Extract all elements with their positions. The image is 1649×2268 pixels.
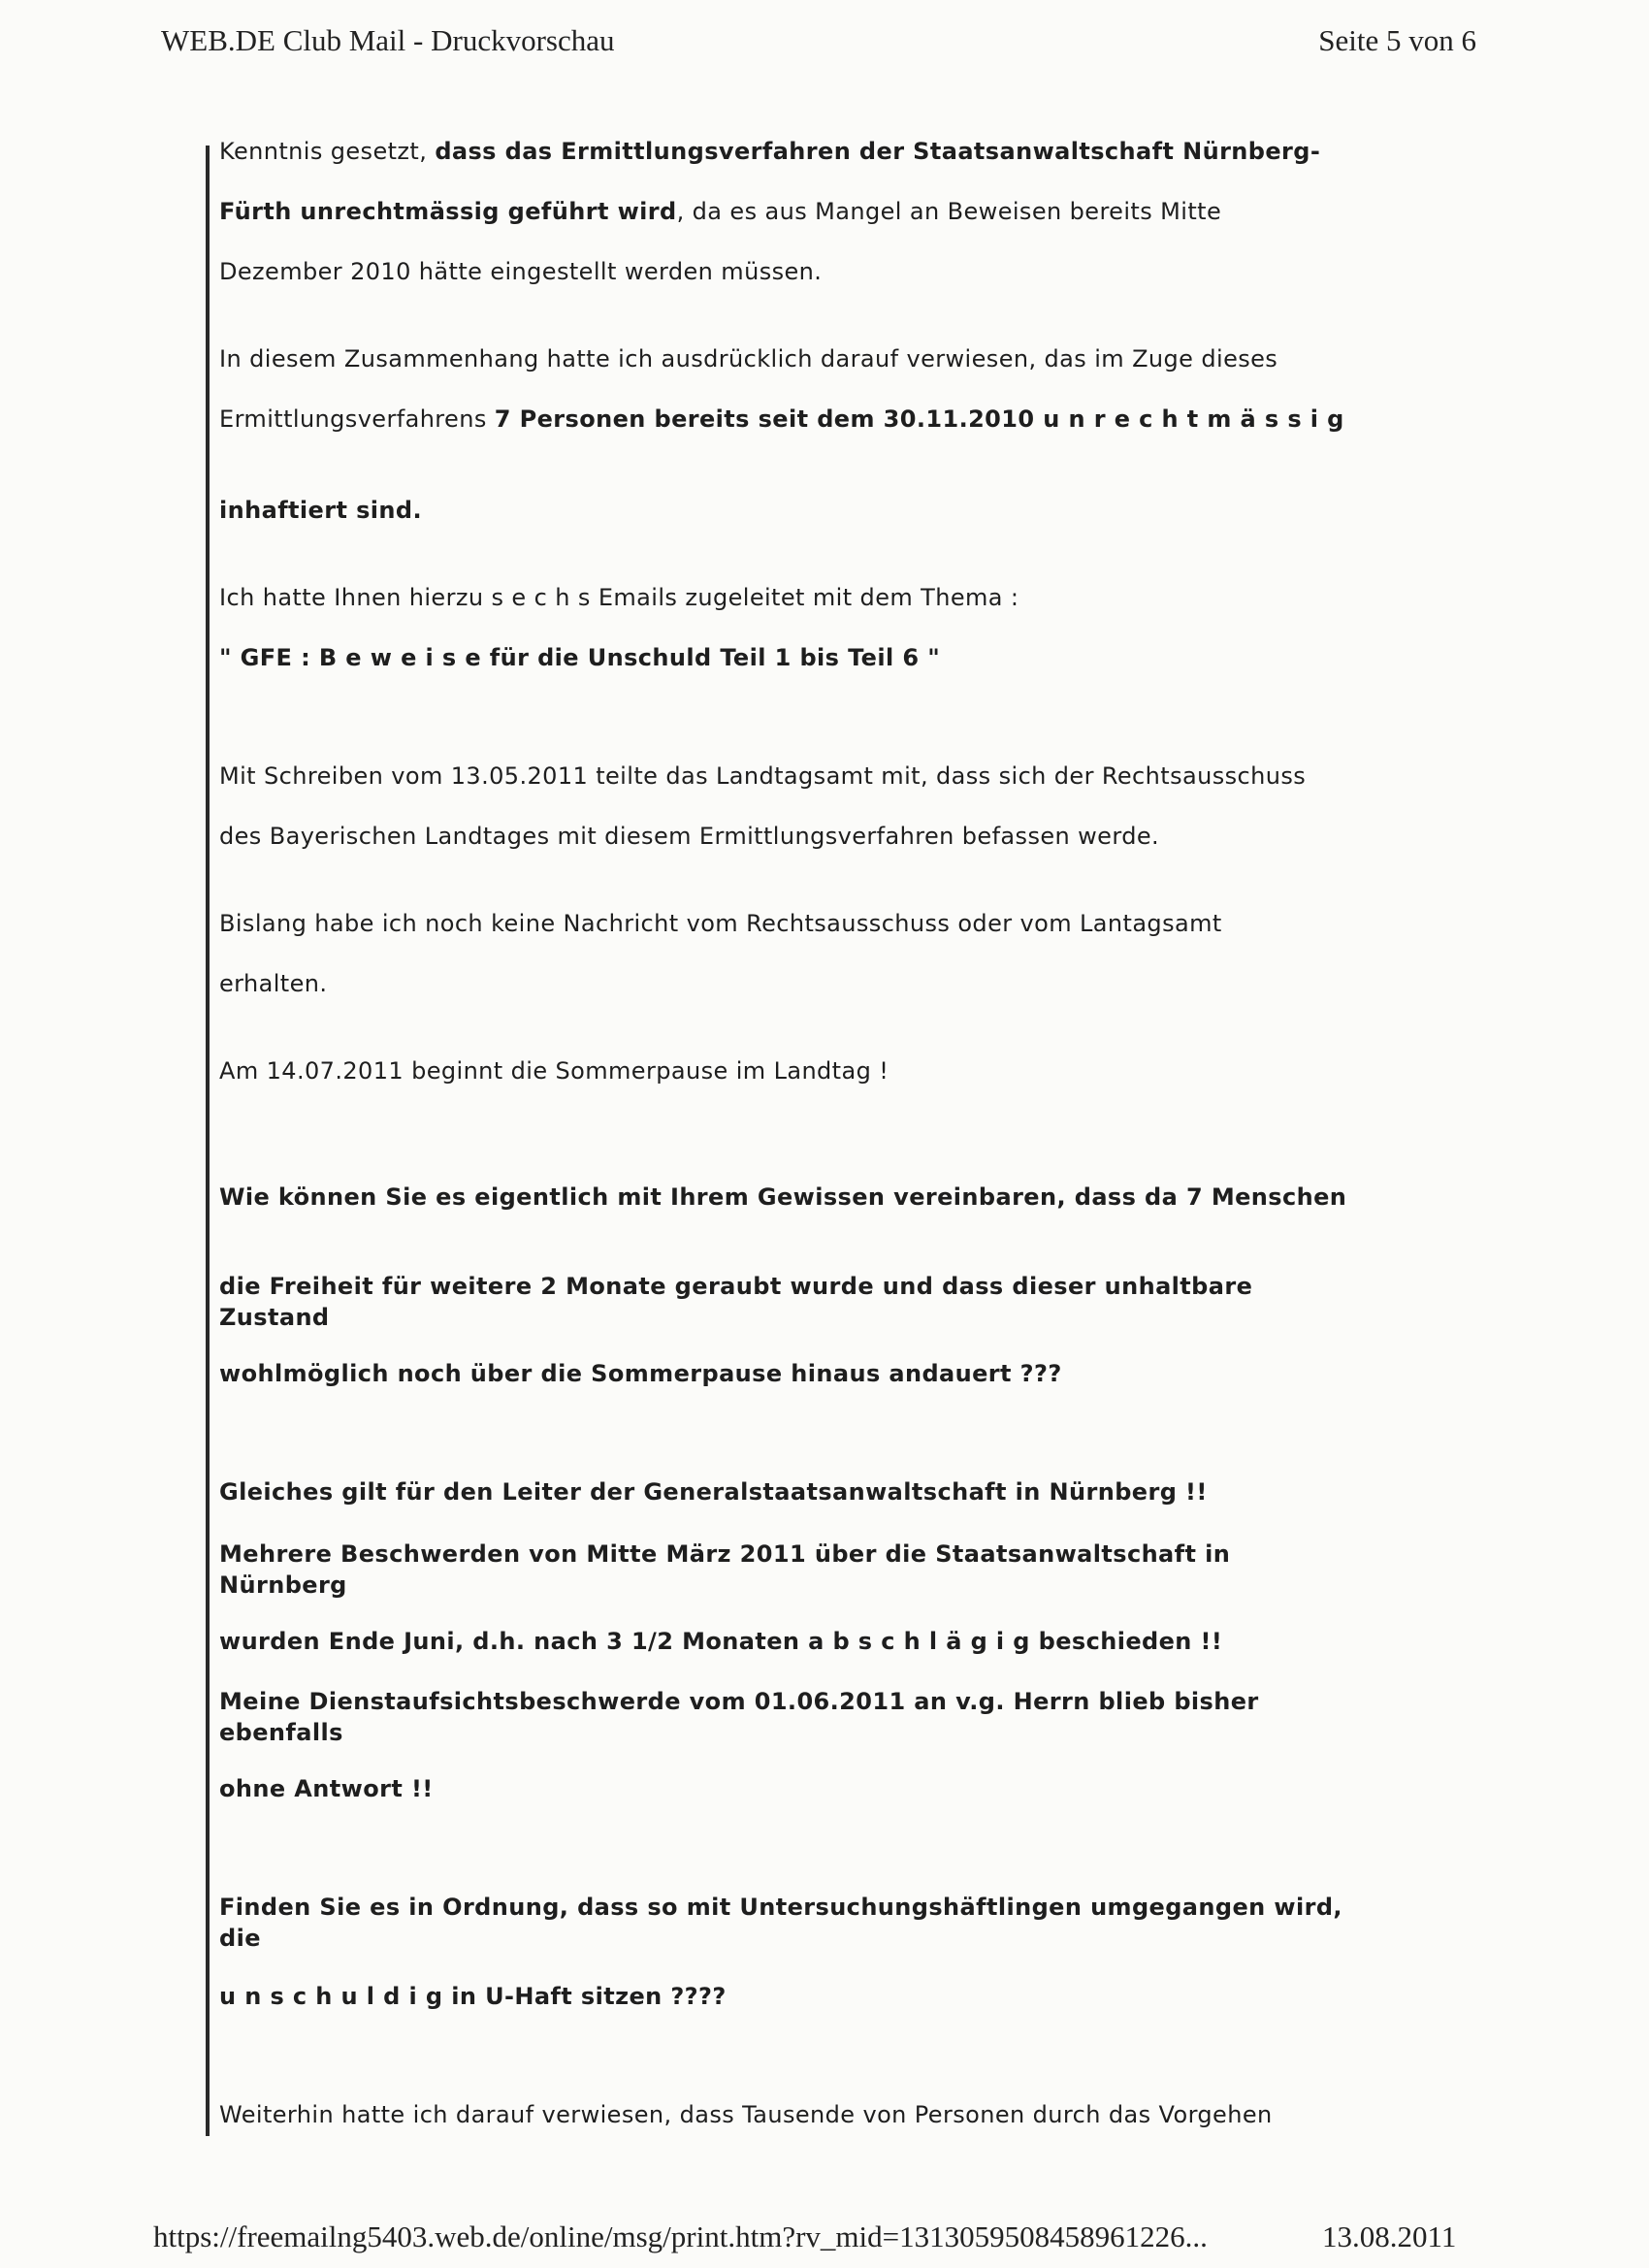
print-preview-title: WEB.DE Club Mail - Druckvorschau bbox=[161, 23, 615, 57]
body-line: Finden Sie es in Ordnung, dass so mit Untersuchungshäftlingen umgegangen wird, die bbox=[219, 1894, 1342, 1952]
body-line: Ermittlungsverfahrens 7 Personen bereits seit dem 30.11.2010 u n r e c h t m ä s s i g bbox=[219, 405, 1344, 433]
body-line: Fürth unrechtmässig geführt wird, da es aus Mangel an Beweisen bereits Mitte bbox=[219, 198, 1222, 225]
body-line: erhalten. bbox=[219, 970, 328, 997]
page-indicator: Seite 5 von 6 bbox=[1318, 23, 1476, 57]
body-line: wurden Ende Juni, d.h. nach 3 1/2 Monaten a b s c h l ä g i g beschieden !! bbox=[219, 1628, 1223, 1655]
body-line: Kenntnis gesetzt, dass das Ermittlungsverfahren der Staatsanwaltschaft Nürnberg- bbox=[219, 138, 1321, 165]
body-line: Mit Schreiben vom 13.05.2011 teilte das Landtagsamt mit, dass sich der Rechtsausschuss bbox=[219, 762, 1307, 790]
body-line: Ich hatte Ihnen hierzu s e c h s Emails zugeleitet mit dem Thema : bbox=[219, 584, 1019, 611]
body-line: Weiterhin hatte ich darauf verwiesen, dass Tausende von Personen durch das Vorgehen bbox=[219, 2101, 1273, 2128]
body-line: wohlmöglich noch über die Sommerpause hinaus andauert ??? bbox=[219, 1360, 1062, 1387]
body-line: die Freiheit für weitere 2 Monate geraubt wurde und dass dieser unhaltbare Zustand bbox=[219, 1273, 1253, 1331]
body-line: des Bayerischen Landtages mit diesem Ermittlungsverfahren befassen werde. bbox=[219, 823, 1160, 850]
body-line: u n s c h u l d i g in U-Haft sitzen ???? bbox=[219, 1983, 727, 2010]
body-line: " GFE : B e w e i s e für die Unschuld Teil 1 bis Teil 6 " bbox=[219, 644, 941, 671]
print-url: https://freemailng5403.web.de/online/msg/print.htm?rv_mid=1313059508458961226... bbox=[153, 2219, 1208, 2253]
body-line: Dezember 2010 hätte eingestellt werden müssen. bbox=[219, 258, 823, 285]
body-line: Am 14.07.2011 beginnt die Sommerpause im Landtag ! bbox=[219, 1057, 889, 1085]
body-line: Bislang habe ich noch keine Nachricht vom Rechtsausschuss oder vom Lantagsamt bbox=[219, 910, 1222, 937]
body-line: Gleiches gilt für den Leiter der Generalstaatsanwaltschaft in Nürnberg !! bbox=[219, 1478, 1208, 1506]
print-date: 13.08.2011 bbox=[1322, 2219, 1457, 2253]
body-line: In diesem Zusammenhang hatte ich ausdrücklich darauf verwiesen, das im Zuge dieses bbox=[219, 345, 1278, 373]
body-line: inhaftiert sind. bbox=[219, 497, 422, 524]
body-line: Mehrere Beschwerden von Mitte März 2011 über die Staatsanwaltschaft in Nürnberg bbox=[219, 1540, 1231, 1599]
body-line: Meine Dienstaufsichtsbeschwerde vom 01.06.2011 an v.g. Herrn blieb bisher ebenfalls bbox=[219, 1688, 1259, 1746]
body-line: ohne Antwort !! bbox=[219, 1775, 434, 1802]
quote-bar bbox=[206, 146, 210, 2136]
body-line: Wie können Sie es eigentlich mit Ihrem Gewissen vereinbaren, dass da 7 Menschen bbox=[219, 1183, 1347, 1211]
